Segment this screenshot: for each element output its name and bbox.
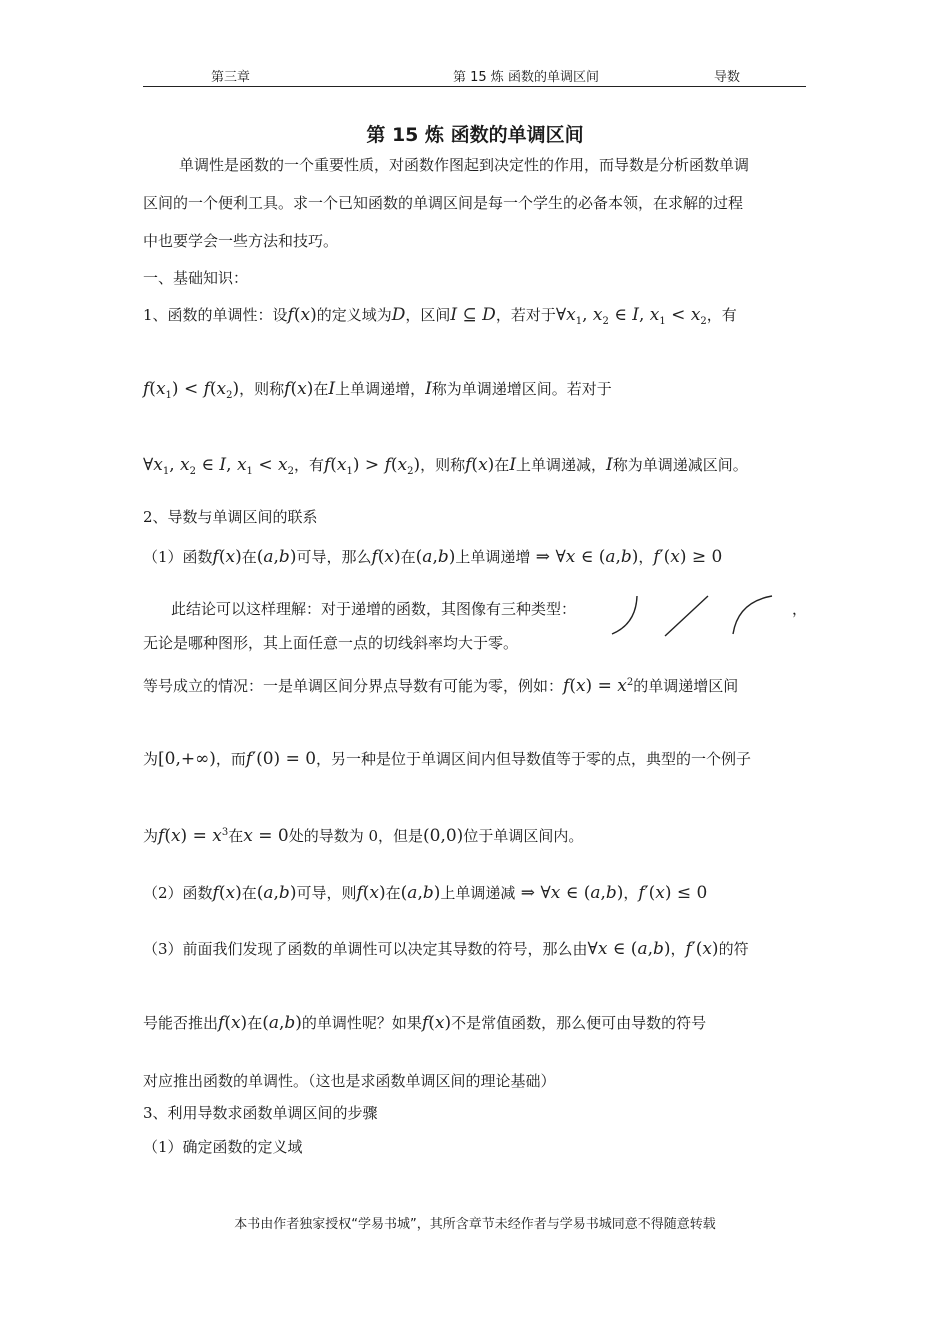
graph-types-comma: ， bbox=[792, 600, 808, 618]
increasing-curve-types bbox=[610, 594, 800, 640]
increasing-criterion: （1）函数f(x)在(a,b)可导，那么f(x)在(a,b)上单调递增 ⇒ ∀x ∈ (a,b)，f′(x) ≥ 0 bbox=[143, 547, 723, 567]
intro-line-1: 单调性是函数的一个重要性质，对函数作图起到决定性的作用，而导数是分析函数单调 bbox=[179, 156, 750, 174]
definition-line-1: 1、函数的单调性：设f(x)的定义域为D，区间I ⊆ D，若对于$\forall x_1$, $x_2$ ∈ I, $x_1 < x_2$，有 bbox=[143, 305, 737, 327]
header-lesson: 第 15 炼 函数的单调区间 bbox=[453, 70, 599, 85]
section-heading-derivative: 2、导数与单调区间的联系 bbox=[143, 508, 318, 526]
footer-copyright: 本书由作者独家授权“学易书城”，其所含章节未经作者与学易书城同意不得随意转载 bbox=[234, 1217, 716, 1232]
converse-line-3: 对应推出函数的单调性。（这也是求函数单调区间的理论基础） bbox=[143, 1072, 556, 1090]
equality-case-line-1: 等号成立的情况：一是单调区间分界点导数有可能为零，例如：$f(x) = x^2$的单调递增区间 bbox=[143, 676, 739, 696]
definition-line-2: $f(x_1) < f(x_2)$，则称f(x)在I上单调递增，I称为单调递增区间。若对于 bbox=[143, 379, 612, 401]
linear-increasing-line bbox=[665, 596, 708, 636]
converse-line-1: （3）前面我们发现了函数的单调性可以决定其导数的符号，那么由∀x ∈ (a,b)，f′(x)的符 bbox=[143, 939, 749, 959]
step-1: （1）确定函数的定义域 bbox=[143, 1138, 303, 1156]
equality-case-line-3: 为$f(x) = x^3$在x = 0处的导数为 0，但是(0,0)位于单调区间内。 bbox=[143, 826, 584, 846]
header-chapter: 第三章 bbox=[211, 70, 251, 85]
convex-increasing-curve bbox=[733, 596, 772, 634]
section-heading-steps: 3、利用导数求函数单调区间的步骤 bbox=[143, 1104, 378, 1122]
concave-increasing-curve bbox=[612, 596, 637, 634]
definition-line-3: $\forall x_1$, $x_2$ ∈ I, $x_1 < x_2$，有$f(x_1) > f(x_2)$，则称f(x)在I上单调递减，I称为单调递减区间。 bbox=[143, 455, 748, 477]
decreasing-criterion: （2）函数f(x)在(a,b)可导，则f(x)在(a,b)上单调递减 ⇒ ∀x ∈ (a,b)，f′(x) ≤ 0 bbox=[143, 883, 708, 903]
intro-line-3: 中也要学会一些方法和技巧。 bbox=[143, 232, 339, 250]
intro-line-2: 区间的一个便利工具。求一个已知函数的单调区间是每一个学生的必备本领，在求解的过程 bbox=[143, 194, 744, 212]
converse-line-2: 号能否推出f(x)在(a,b)的单调性呢？如果f(x)不是常值函数，那么便可由导数的符号 bbox=[143, 1013, 707, 1033]
section-heading-basics: 一、基础知识： bbox=[143, 269, 249, 287]
page-title: 第 15 炼 函数的单调区间 bbox=[366, 124, 584, 146]
header-rule bbox=[143, 86, 806, 87]
equality-case-line-2: 为[0,+∞)，而f′(0) = 0，另一种是位于单调区间内但导数值等于零的点，典型的一个例子 bbox=[143, 749, 752, 769]
graph-types-note: 此结论可以这样理解：对于递增的函数，其图像有三种类型： bbox=[171, 600, 577, 618]
header-subject: 导数 bbox=[714, 70, 741, 85]
tangent-slope-note: 无论是哪种图形，其上面任意一点的切线斜率均大于零。 bbox=[143, 634, 519, 652]
